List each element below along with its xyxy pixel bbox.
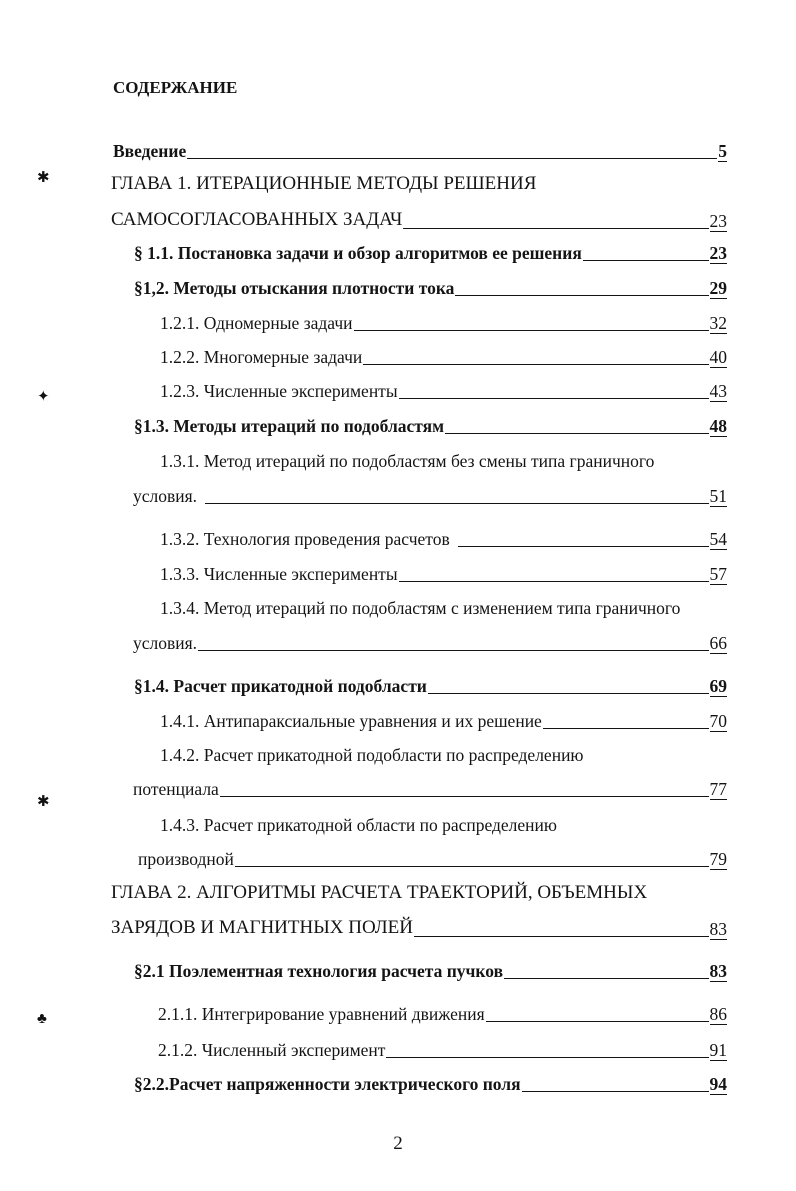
toc-page-number: 23 bbox=[709, 211, 727, 231]
toc-entry-s14[interactable] bbox=[134, 675, 727, 697]
toc-entry-title: условия. bbox=[133, 633, 198, 653]
toc-page-number: 32 bbox=[709, 313, 727, 333]
toc-leader-line bbox=[455, 294, 708, 296]
toc-entry-chapter-1[interactable] bbox=[111, 208, 727, 232]
toc-entry-s211[interactable] bbox=[158, 1003, 727, 1025]
toc-entry-s123[interactable] bbox=[160, 380, 727, 402]
toc-leader-line bbox=[445, 432, 708, 434]
toc-leader-line bbox=[522, 1090, 709, 1092]
page-title: СОДЕРЖАНИЕ bbox=[113, 78, 238, 97]
chapter-1-heading: ГЛАВА 1. ИТЕРАЦИОННЫЕ МЕТОДЫ РЕШЕНИЯ bbox=[111, 173, 537, 194]
toc-entry-title: 1.2.1. Одномерные задачи bbox=[160, 313, 353, 333]
toc-entry-title: САМОСОГЛАСОВАННЫХ ЗАДАЧ bbox=[111, 209, 403, 230]
toc-leader-line bbox=[428, 692, 709, 694]
toc-page-number: 43 bbox=[709, 381, 727, 401]
toc-page-number: 23 bbox=[709, 243, 727, 263]
toc-page-number: 51 bbox=[709, 486, 727, 506]
binding-mark-icon: ✱ bbox=[37, 170, 50, 186]
toc-leader-line bbox=[220, 795, 709, 797]
toc-leader-line bbox=[187, 157, 717, 159]
toc-entry-s131[interactable] bbox=[133, 485, 727, 507]
toc-page-number: 77 bbox=[709, 779, 727, 799]
toc-leader-line bbox=[198, 649, 708, 651]
toc-entry-s212[interactable] bbox=[158, 1039, 727, 1061]
toc-page-number: 69 bbox=[709, 676, 727, 696]
toc-entry-title: 1.2.2. Многомерные задачи bbox=[160, 347, 363, 367]
toc-page-number: 57 bbox=[709, 564, 727, 584]
toc-entry-title: §2.2.Расчет напряженности электрического поля bbox=[134, 1074, 521, 1094]
toc-leader-line bbox=[235, 865, 709, 867]
toc-entry-title: 1.4.1. Антипараксиальные уравнения и их решение bbox=[160, 711, 542, 731]
chapter-2-heading: ГЛАВА 2. АЛГОРИТМЫ РАСЧЕТА ТРАЕКТОРИЙ, ОБЪЕМНЫХ bbox=[111, 882, 648, 903]
toc-page-number: 83 bbox=[709, 919, 727, 939]
toc-entry-title: ЗАРЯДОВ И МАГНИТНЫХ ПОЛЕЙ bbox=[111, 917, 413, 938]
toc-leader-line bbox=[354, 329, 709, 331]
toc-page-number: 70 bbox=[709, 711, 727, 731]
toc-entry-s143[interactable] bbox=[138, 848, 727, 870]
toc-leader-line bbox=[486, 1020, 709, 1022]
toc-entry-s134[interactable] bbox=[133, 632, 727, 654]
toc-leader-line bbox=[363, 363, 708, 365]
toc-entry-title: 1.3.2. Технология проведения расчетов bbox=[160, 529, 450, 549]
toc-entry-s143-title: 1.4.3. Расчет прикатодной области по распределению bbox=[160, 815, 557, 835]
toc-leader-line bbox=[399, 580, 709, 582]
toc-page-number: 5 bbox=[718, 141, 727, 161]
toc-entry-s142-title: 1.4.2. Расчет прикатодной подобласти по распределению bbox=[160, 745, 584, 765]
toc-entry-title: §1,2. Методы отыскания плотности тока bbox=[134, 278, 455, 298]
toc-leader-line bbox=[403, 227, 708, 229]
toc-entry-title: 2.1.2. Численный эксперимент bbox=[158, 1040, 386, 1060]
binding-mark-icon: ♣ bbox=[37, 1011, 47, 1027]
toc-entry-intro[interactable] bbox=[113, 140, 727, 162]
toc-entry-s132[interactable] bbox=[160, 528, 727, 550]
toc-leader-line bbox=[583, 259, 709, 261]
toc-entry-title: §2.1 Поэлементная технология расчета пучков bbox=[134, 961, 504, 981]
toc-entry-s21[interactable] bbox=[134, 960, 727, 982]
toc-entry-title: потенциала bbox=[133, 779, 219, 799]
binding-mark-icon: ✱ bbox=[37, 794, 50, 810]
toc-entry-s142[interactable] bbox=[133, 778, 727, 800]
toc-entry-s13[interactable] bbox=[134, 415, 727, 437]
toc-entry-title: 1.2.3. Численные эксперименты bbox=[160, 381, 398, 401]
toc-page-number: 91 bbox=[709, 1040, 727, 1060]
toc-entry-title: условия. bbox=[133, 486, 198, 506]
toc-page-number: 86 bbox=[709, 1004, 727, 1024]
toc-entry-title: 1.3.3. Численные эксперименты bbox=[160, 564, 398, 584]
page-number: 2 bbox=[393, 1133, 403, 1154]
toc-page-number: 83 bbox=[709, 961, 727, 981]
toc-entry-title: производной bbox=[138, 849, 234, 869]
binding-mark-icon: ✦ bbox=[37, 389, 50, 405]
toc-entry-s133[interactable] bbox=[160, 563, 727, 585]
toc-entry-title: Введение bbox=[113, 141, 187, 161]
toc-leader-line bbox=[504, 977, 708, 979]
toc-page-number: 48 bbox=[709, 416, 727, 436]
toc-entry-s141[interactable] bbox=[160, 710, 727, 732]
toc-page-number: 79 bbox=[709, 849, 727, 869]
toc-entry-s131-title: 1.3.1. Метод итераций по подобластям без смены типа граничного bbox=[160, 451, 655, 471]
toc-entry-s122[interactable] bbox=[160, 346, 727, 368]
toc-leader-line bbox=[543, 727, 709, 729]
toc-leader-line bbox=[399, 397, 709, 399]
toc-entry-s134-title: 1.3.4. Метод итераций по подобластям с изменением типа граничного bbox=[160, 598, 681, 618]
toc-entry-s22[interactable] bbox=[134, 1073, 727, 1095]
toc-entry-chapter-2[interactable] bbox=[111, 916, 727, 940]
toc-leader-line bbox=[386, 1056, 708, 1058]
toc-leader-line bbox=[458, 545, 709, 547]
toc-entry-s121[interactable] bbox=[160, 312, 727, 334]
toc-page-number: 40 bbox=[709, 347, 727, 367]
toc-page-number: 54 bbox=[709, 529, 727, 549]
toc-page-number: 66 bbox=[709, 633, 727, 653]
toc-entry-title: § 1.1. Постановка задачи и обзор алгоритмов ее решения bbox=[134, 243, 582, 263]
toc-entry-title: 2.1.1. Интегрирование уравнений движения bbox=[158, 1004, 485, 1024]
toc-entry-s11[interactable] bbox=[134, 242, 727, 264]
toc-entry-title: §1.3. Методы итераций по подобластям bbox=[134, 416, 445, 436]
toc-entry-title: §1.4. Расчет прикатодной подобласти bbox=[134, 676, 427, 696]
toc-page-number: 94 bbox=[709, 1074, 727, 1094]
toc-page-number: 29 bbox=[709, 278, 727, 298]
toc-leader-line bbox=[414, 935, 709, 937]
toc-leader-line bbox=[205, 502, 708, 504]
toc-entry-s12[interactable] bbox=[134, 277, 727, 299]
